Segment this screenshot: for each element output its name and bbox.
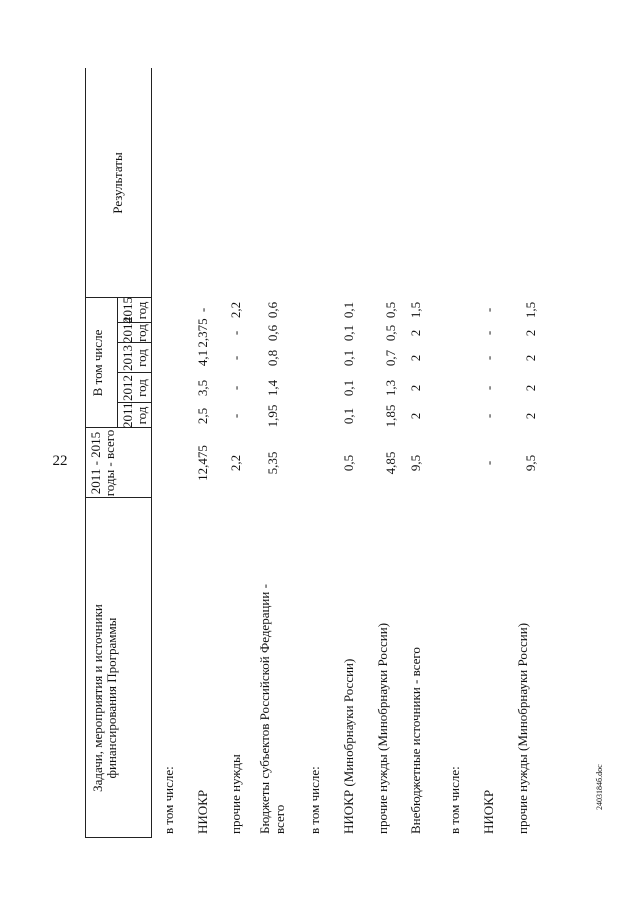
year-value: 2 (408, 329, 423, 337)
year-value: 2 (522, 384, 538, 392)
rotated-table (85, 68, 555, 838)
total-value: 9,5 (522, 454, 538, 472)
header-year-2014: 2014 год (120, 317, 149, 343)
year-value: 0,5 (382, 324, 398, 342)
header-tasks: Задачи, мероприятия и источники финансирования Программы (90, 604, 119, 792)
year-value: 3,5 (195, 379, 210, 397)
row-label: прочие нужды (Минобрнауки России) (515, 622, 530, 834)
header-year-2015: 2015 год (120, 297, 149, 323)
year-value: - (481, 355, 496, 361)
year-value: - (228, 330, 243, 336)
year-value: 0,1 (341, 407, 356, 425)
header-year-2013: 2013 год (120, 345, 149, 371)
year-value: 2,5 (195, 407, 210, 425)
table-top-border (85, 68, 86, 838)
year-value: 0,1 (341, 379, 356, 397)
year-value: - (195, 307, 210, 313)
header-results: Результаты (110, 152, 125, 214)
year-value: 0,6 (264, 324, 280, 342)
year-value: 0,1 (341, 301, 356, 319)
year-value: 2 (522, 412, 538, 420)
row-label: в том числе: (447, 766, 462, 834)
year-value: - (481, 307, 496, 313)
row-label: Бюджеты субъектов Российской Федерации - всего (257, 584, 287, 834)
year-value: 0,6 (264, 301, 280, 319)
year-value: 2 (522, 329, 538, 337)
year-value: 0,7 (382, 349, 398, 367)
year-value: - (481, 330, 496, 336)
footer-filename: 2403184б.doc (595, 764, 604, 810)
total-value: 0,5 (341, 454, 356, 472)
year-value: 0,5 (382, 301, 398, 319)
subheader-divider (117, 298, 118, 428)
year-value: 1,5 (408, 301, 423, 319)
row-label: НИОКР (195, 789, 210, 834)
year-value: 4,1 (195, 349, 210, 367)
row-label: НИОКР (Минобрнауки России) (341, 658, 356, 834)
year-value: 0,1 (341, 324, 356, 342)
year-value: 1,4 (264, 379, 280, 397)
header-total: 2011 - 2015 годы - всего (88, 429, 117, 497)
year-value: - (481, 385, 496, 391)
row-label: прочие нужды (228, 754, 243, 834)
row-label: прочие нужды (Минобрнауки России) (375, 622, 390, 834)
year-value: 2 (408, 384, 423, 392)
header-bottom-border (151, 68, 152, 838)
year-value: 1,5 (522, 301, 538, 319)
year-value: 2,2 (228, 301, 243, 319)
page-number: 22 (52, 453, 68, 469)
year-value: - (228, 385, 243, 391)
total-value: 2,2 (228, 454, 243, 472)
year-value: 2 (408, 412, 423, 420)
total-value: 9,5 (408, 454, 423, 472)
year-value: 2 (522, 354, 538, 362)
year-value: 1,95 (264, 404, 280, 428)
year-value: - (228, 355, 243, 361)
year-value: - (481, 413, 496, 419)
row-label: Внебюджетные источники - всего (408, 647, 423, 834)
year-value: 1,85 (382, 404, 398, 428)
year-value: - (228, 413, 243, 419)
year-value: 2 (408, 354, 423, 362)
row-label: в том числе: (307, 766, 322, 834)
row-label: в том числе: (161, 766, 176, 834)
total-value: - (481, 460, 496, 466)
header-in-that-number: В том числе (90, 329, 105, 397)
year-value: 1,3 (382, 379, 398, 397)
total-value: 4,85 (382, 451, 398, 475)
year-value: 2,375 (195, 318, 210, 348)
row-label: НИОКР (481, 789, 496, 834)
year-value: 0,1 (341, 349, 356, 367)
total-value: 5,35 (264, 451, 280, 475)
year-value: 0,8 (264, 349, 280, 367)
total-value: 12,475 (195, 445, 210, 481)
header-year-2012: 2012 год (120, 375, 149, 401)
header-year-2011: 2011 год (120, 402, 149, 428)
